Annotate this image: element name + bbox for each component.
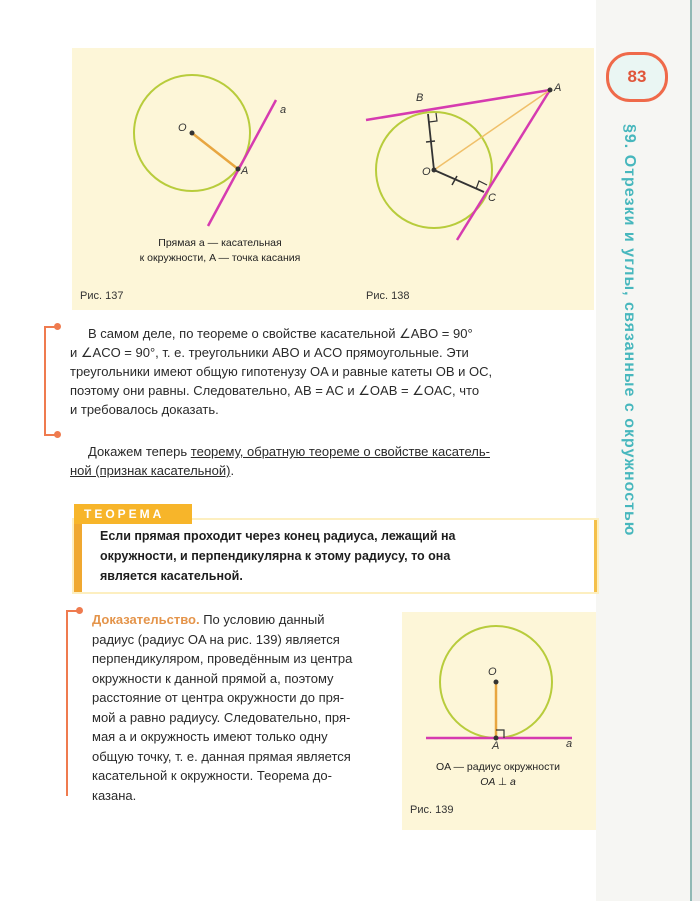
fig139-caption: [408, 760, 588, 790]
proof-line1: радиус (радиус OA на рис. 139) является: [92, 631, 340, 647]
fig138-label: Рис. 138: [366, 290, 410, 302]
proof-line2: перпендикуляром, проведённым из центра: [92, 651, 353, 666]
fig138-tangent-AB: [366, 90, 550, 120]
proof-first-rest: По условию данный: [199, 612, 325, 627]
proof-line5: мой a равно радиусу. Следовательно, пря-: [92, 709, 351, 725]
fig137-center-dot: [190, 131, 195, 136]
page-number: 83: [627, 67, 647, 86]
fig139-point-A: A: [492, 740, 500, 752]
fig137-caption: [100, 236, 340, 266]
fig138-point-B: B: [416, 92, 424, 104]
para1-line5: и требовалось доказать.: [70, 402, 219, 417]
fig137-point-A: A: [241, 165, 249, 177]
theorem-tag: ТЕОРЕМА: [74, 504, 192, 524]
page-edge-strip: [690, 0, 700, 901]
fig137-caption-line2: к окружности, A — точка касания: [139, 252, 301, 264]
fig138-point-C: C: [488, 192, 496, 204]
fig137-radius: [192, 133, 238, 169]
para1: [70, 324, 590, 419]
proof-title: Доказательство.: [92, 612, 200, 627]
para2-line2-link: ной (признак касательной): [70, 463, 231, 478]
para2-prefix: Докажем теперь: [88, 444, 191, 459]
chapter-title-vertical: [598, 124, 658, 684]
fig138-point-O-dot: [432, 168, 437, 173]
proof-line7: общую точку, т. е. данная прямая является: [92, 748, 351, 764]
fig138-point-O: O: [422, 166, 431, 178]
theorem-line1: Если прямая проходит через конец радиуса, лежащий на: [100, 529, 456, 543]
fig138-point-A: A: [554, 82, 562, 94]
fig137-point-O: O: [178, 122, 187, 134]
para1-line4: поэтому они равны. Следовательно, AB = AC и ∠OAB = ∠OAC, что: [70, 383, 480, 398]
proof: [92, 610, 392, 805]
theorem-line2: окружности, и перпендикулярна к этому радиусу, то она: [100, 549, 451, 563]
theorem-text: [100, 526, 570, 586]
fig139-point-O: O: [488, 666, 497, 678]
para2-line2: [70, 461, 590, 480]
fig139-line-a: a: [566, 738, 573, 750]
fig137-line-a: a: [280, 104, 287, 116]
fig138-segment-OA: [434, 90, 550, 170]
fig139-caption-line1: OA — радиус окружности: [435, 761, 560, 773]
para1-line2: и ∠ACO = 90°, т. е. треугольники ABO и ACO прямоугольные. Эти: [70, 345, 469, 360]
para1-line3: треугольники имеют общую гипотенузу OA и равные катеты OB и OC,: [70, 364, 493, 379]
proof-line-first: [92, 610, 392, 630]
proof-bracket: [66, 610, 68, 796]
para2-line1: [70, 442, 590, 461]
fig137-caption-line1: Прямая a — касательная: [158, 237, 282, 249]
para1-bracket: [44, 326, 46, 436]
para2: [70, 442, 590, 480]
theorem-line3: является касательной.: [100, 569, 243, 583]
fig137-label: Рис. 137: [80, 290, 124, 302]
fig137-tangency-dot: [236, 167, 241, 172]
para1-line1: В самом деле, по теореме о свойстве касательной ∠ABO = 90°: [88, 326, 473, 341]
fig138-tick-OB: [426, 141, 435, 142]
figures-137-138-svg: [72, 48, 594, 310]
fig139-label: Рис. 139: [410, 804, 454, 816]
fig138-point-A-dot: [548, 88, 553, 93]
fig139-svg: [402, 612, 596, 830]
proof-line4: расстояние от центра окружности до пря-: [92, 690, 345, 705]
fig137-tangent-line: [208, 100, 276, 226]
proof-line6: мая a и окружность имеют только одну: [92, 729, 328, 744]
fig138-tangent-AC: [457, 90, 550, 240]
proof-line9: казана.: [92, 787, 137, 803]
fig138-right-angle-C: [476, 181, 487, 189]
para2-line2-suffix: .: [230, 463, 235, 478]
para2-link: теорему, обратную теореме о свойстве касатель-: [190, 444, 490, 459]
chapter-title: §9. Отрезки и углы, связанные с окружностью: [621, 124, 638, 537]
fig139-center-dot: [494, 680, 499, 685]
proof-line3: окружности к данной прямой a, поэтому: [92, 670, 334, 686]
proof-line8: касательной к окружности. Теорема до-: [92, 768, 332, 783]
fig138-right-angle-B: [429, 113, 437, 122]
page-number-badge: [606, 52, 668, 102]
fig139-caption-line2: OA ⊥ a: [480, 776, 516, 788]
